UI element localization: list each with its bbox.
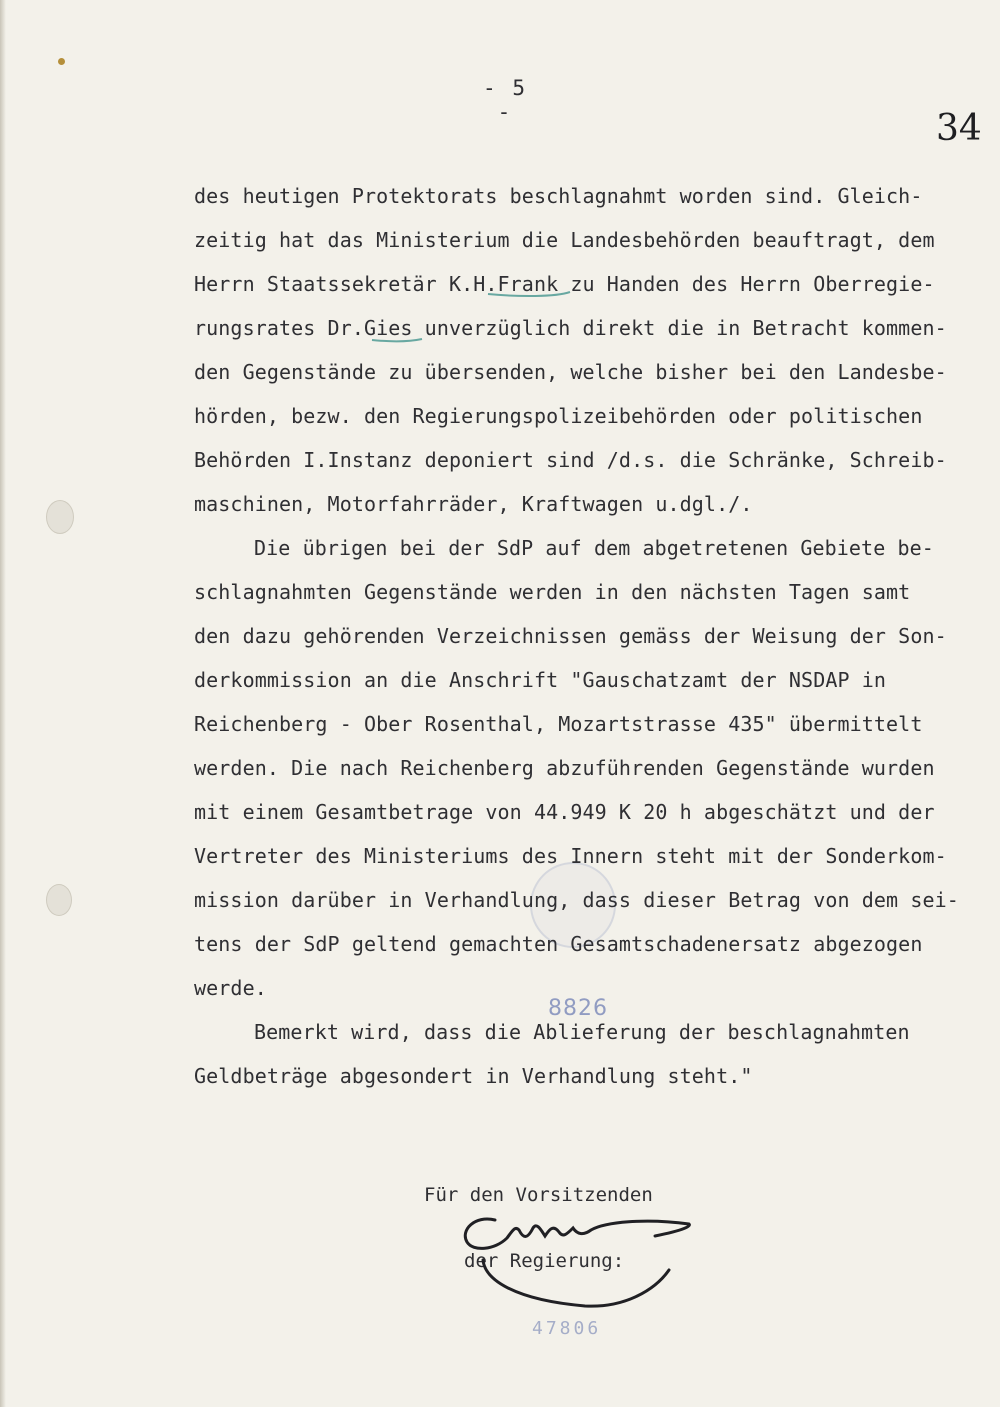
body-line: Herrn Staatssekretär K.H.Frank zu Handen des Herrn Oberregie-	[194, 272, 935, 296]
body-line: Bemerkt wird, dass die Ablieferung der beschlagnahmten	[254, 1020, 910, 1044]
body-line: den dazu gehörenden Verzeichnissen gemäss der Weisung der Son-	[194, 624, 947, 648]
body-line: tens der SdP geltend gemachten Gesamtschadenersatz abgezogen	[194, 932, 923, 956]
blue-stamp-number: 8826	[548, 996, 608, 1021]
body-line: werde.	[194, 976, 267, 1000]
body-line: des heutigen Protektorats beschlagnahmt worden sind. Gleich-	[194, 184, 923, 208]
body-line: maschinen, Motorfahrräder, Kraftwagen u.dgl./.	[194, 492, 753, 516]
body-line: derkommission an die Anschrift "Gauschatzamt der NSDAP in	[194, 668, 887, 692]
body-line: hörden, bezw. den Regierungspolizeibehörden oder politischen	[194, 404, 923, 428]
body-line: mission darüber in Verhandlung, dass dieser Betrag von dem sei-	[194, 888, 959, 912]
body-line: den Gegenstände zu übersenden, welche bisher bei den Landesbe-	[194, 360, 947, 384]
page-number: - 5 -	[483, 76, 527, 124]
body-line: rungsrates Dr.Gies unverzüglich direkt die in Betracht kommen-	[194, 316, 947, 340]
faint-stamp-number: 47806	[532, 1318, 602, 1339]
body-line: Geldbeträge abgesondert in Verhandlung steht."	[194, 1064, 753, 1088]
body-line: werden. Die nach Reichenberg abzuführenden Gegenstände wurden	[194, 756, 935, 780]
body-line: Behörden I.Instanz deponiert sind /d.s. die Schränke, Schreib-	[194, 448, 947, 472]
body-line: mit einem Gesamtbetrage von 44.949 K 20 h abgeschätzt und der	[194, 800, 935, 824]
closing-line: der Regierung:	[464, 1250, 625, 1272]
handwritten-signature	[455, 1200, 705, 1320]
body-line: Reichenberg - Ober Rosenthal, Mozartstrasse 435" übermittelt	[194, 712, 923, 736]
body-line: Vertreter des Ministeriums des Innern steht mit der Sonderkom-	[194, 844, 947, 868]
folio-number: 34	[936, 108, 982, 149]
body-line: zeitig hat das Ministerium die Landesbehörden beauftragt, dem	[194, 228, 935, 252]
closing-line: Für den Vorsitzenden	[424, 1184, 653, 1206]
body-line: schlagnahmten Gegenstände werden in den nächsten Tagen samt	[194, 580, 911, 604]
body-line: Die übrigen bei der SdP auf dem abgetretenen Gebiete be-	[254, 536, 934, 560]
